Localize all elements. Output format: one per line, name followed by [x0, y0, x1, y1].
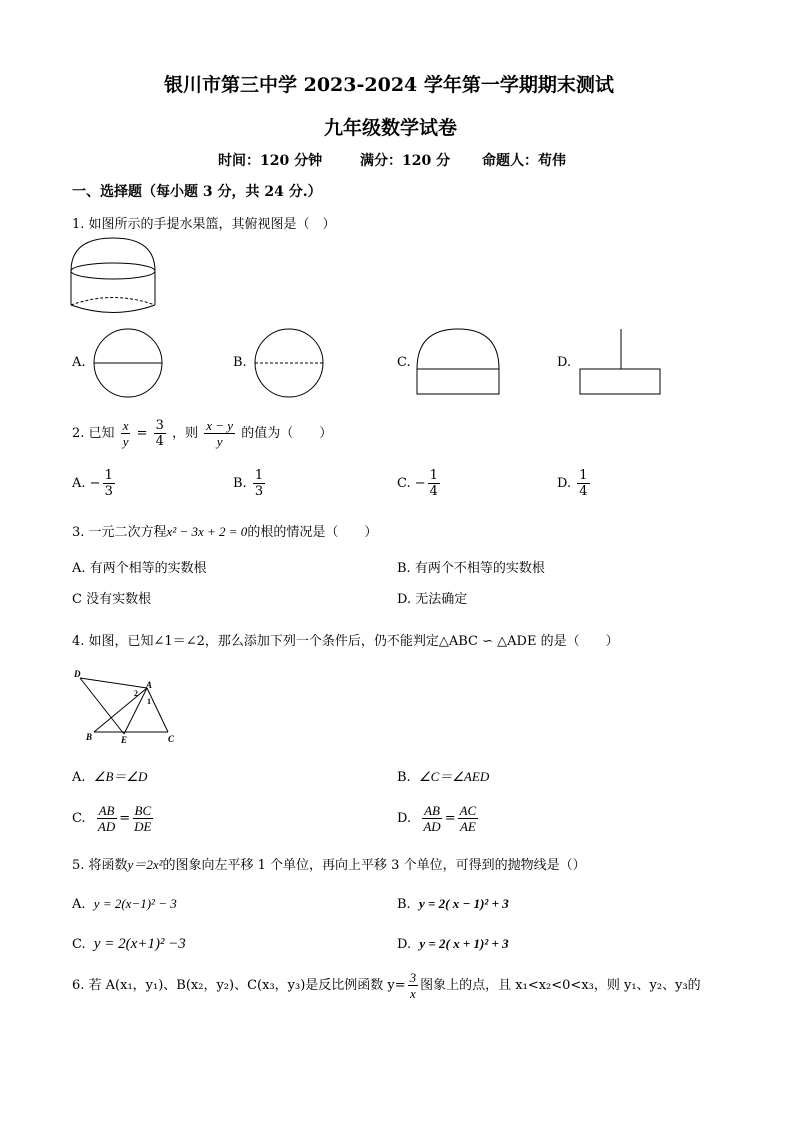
q3-option-c: C 没有实数根 [72, 592, 152, 607]
q4-triangle-figure [72, 668, 182, 748]
q2-suffix: 的值为（ ） [241, 426, 333, 441]
q5-option-b: B. y = 2( x − 1)² + 3 [397, 896, 509, 912]
q2-mid: ，则 [172, 426, 199, 441]
q4-option-d: D. $\frac{AB}{AD}$ = $\frac{AC}{AE}$ [397, 803, 477, 834]
q2-option-c: C. − $\frac{1}{4}$ [397, 468, 438, 499]
q2-fraction-x-over-y: $\frac{x}{y}$ [122, 418, 129, 449]
question-6: 6. 若 A(x₁，y₁)、B(x₂，y₂)、C(x₃，y₃)是反比例函数 y= $\frac{3}{x}$ 图象上的点，且 x₁<x₂<0<x₃，则 y₁、y₂、y₃的 [72, 970, 701, 1001]
exam-title: 银川市第三中学 2023-2024 学年第一学期期末测试 [164, 74, 614, 96]
question-1: 1. 如图所示的手提水果篮，其俯视图是（ ） [72, 217, 336, 232]
q2-option-d: D. $\frac{1}{4}$ [557, 468, 588, 499]
q5-option-c: C. y = 2(x+1)² −3 [72, 936, 186, 952]
angle-2-label: 2 [134, 689, 138, 698]
section-heading: 一、选择题（每小题 3 分，共 24 分.） [72, 184, 322, 200]
q2-equals: = [136, 426, 148, 441]
q2-fraction-3-over-4: $\frac{3}{4}$ [155, 418, 164, 449]
q3-option-d: D. 无法确定 [397, 592, 468, 607]
q1-option-a-label: A. [72, 355, 86, 370]
fruit-basket-figure [68, 238, 158, 318]
q3-option-b: B. 有两个不相等的实数根 [397, 561, 545, 576]
q1-option-b-label: B. [233, 355, 247, 370]
q2-option-a: A. − $\frac{1}{3}$ [72, 468, 113, 499]
q2-option-b: B. $\frac{1}{3}$ [233, 468, 264, 499]
question-5: 5. 将函数y＝2x²的图象向左平移 1 个单位，再向上平移 3 个单位，可得到的抛物线是（） [72, 857, 586, 873]
q1-option-b-figure [253, 327, 325, 399]
angle-1-label: 1 [147, 697, 151, 706]
q3-option-a: A. 有两个相等的实数根 [72, 561, 207, 576]
q4-option-b: B. ∠C＝∠AED [397, 769, 490, 785]
q1-option-d-label: D. [557, 355, 572, 370]
q5-function: y＝2x² [127, 857, 163, 872]
point-b-label: B [86, 732, 93, 742]
q4-option-a: A. ∠B＝∠D [72, 769, 148, 785]
q1-option-a-figure [92, 327, 164, 399]
question-3: 3. 一元二次方程x² − 3x + 2 = 0的根的情况是（ ） [72, 524, 378, 540]
q6-fraction: $\frac{3}{x}$ [409, 970, 417, 1001]
q1-option-c-figure [416, 327, 500, 397]
point-c-label: C [168, 734, 175, 744]
exam-author: 命题人：苟伟 [482, 153, 566, 169]
q1-option-d-figure [579, 327, 663, 397]
point-e-label: E [121, 735, 128, 745]
question-4: 4. 如图，已知∠1＝∠2，那么添加下列一个条件后，仍不能判定△ABC ∽ △ADE 的是（ ） [72, 634, 619, 649]
q2-prefix: 2. 已知 [72, 426, 115, 441]
q2-fraction-expression: $\frac{x - y}{y}$ [206, 418, 234, 449]
q5-option-d: D. y = 2( x + 1)² + 3 [397, 936, 509, 952]
exam-score: 满分：120 分 [360, 153, 451, 169]
q3-equation: x² − 3x + 2 = 0 [166, 524, 248, 539]
exam-time: 时间：120 分钟 [218, 153, 323, 169]
question-2 [72, 418, 332, 450]
q1-option-c-label: C. [397, 355, 411, 370]
point-d-label: D [74, 669, 81, 679]
exam-subtitle: 九年级数学试卷 [324, 117, 458, 139]
q4-option-c: C. $\frac{AB}{AD}$ = $\frac{BC}{DE}$ [72, 803, 152, 834]
point-a-label: A [146, 680, 153, 690]
q5-option-a: A. y = 2(x−1)² − 3 [72, 896, 177, 912]
